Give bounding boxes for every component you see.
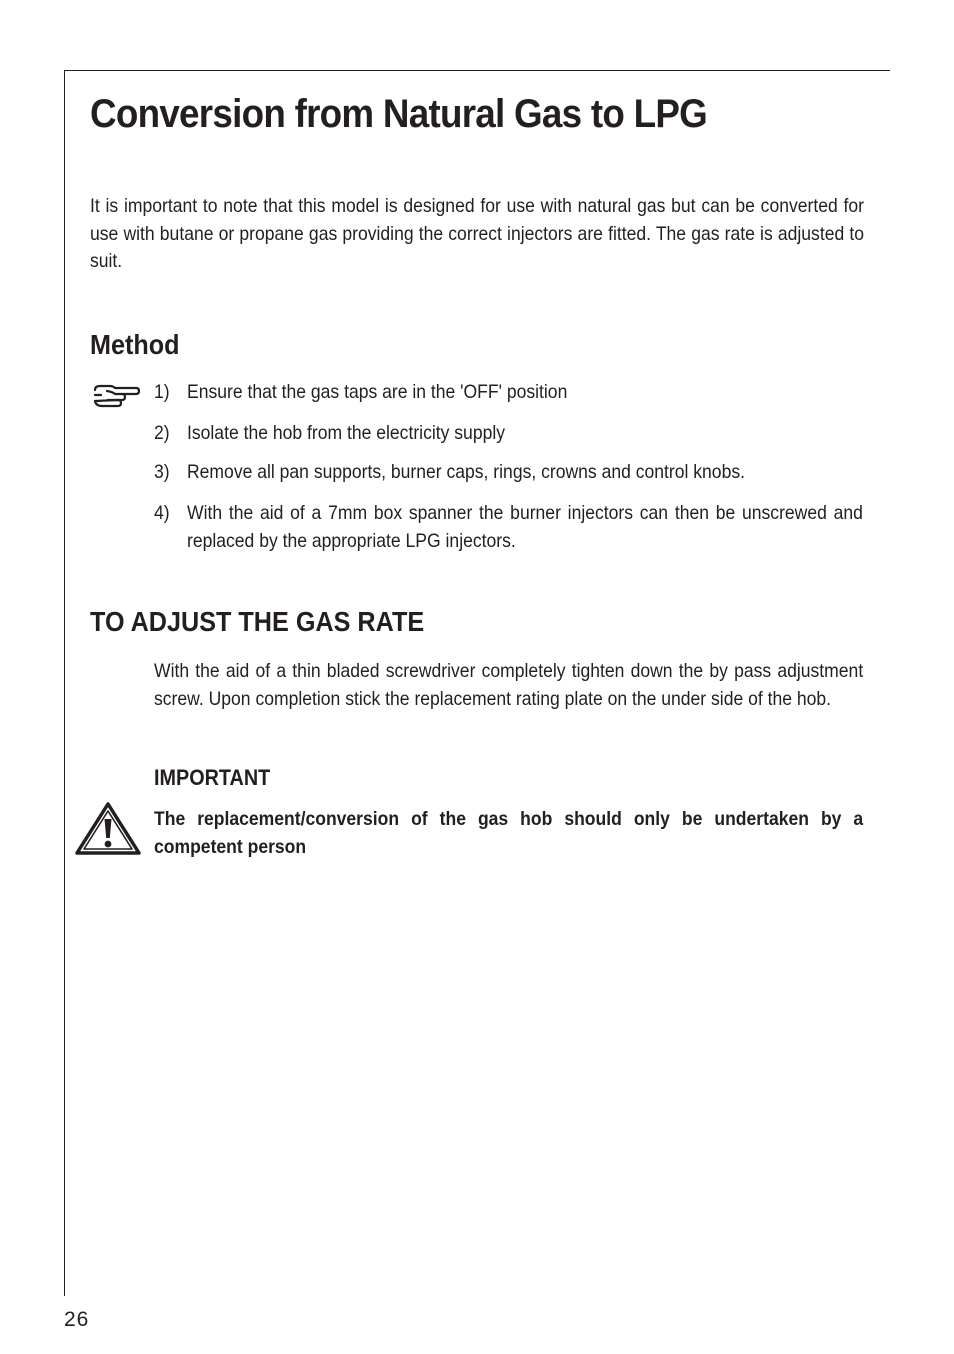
top-rule (64, 70, 890, 71)
intro-paragraph: It is important to note that this model is designed for use with natural gas but can be converted for use with butane or propane gas providing the correct injectors are fitted. The gas rate is adjusted to suit. (90, 195, 864, 272)
step-number: 2) (154, 422, 170, 444)
step-number: 1) (154, 381, 170, 403)
step-number: 4) (154, 502, 170, 524)
warning-triangle-icon (74, 800, 142, 856)
step-text: Ensure that the gas taps are in the 'OFF' position (187, 381, 568, 403)
important-warning-text: The replacement/conversion of the gas hob should only be undertaken by a competent person (154, 808, 864, 858)
step-text: Remove all pan supports, burner caps, rings, crowns and control knobs. (187, 461, 745, 483)
adjust-gas-rate-paragraph: With the aid of a thin bladed screwdriver completely tighten down the by pass adjustment screw. Upon completion stick the replacement rating plate on the under side of the hob. (154, 660, 864, 710)
important-heading: IMPORTANT (154, 765, 271, 790)
page-title: Conversion from Natural Gas to LPG (90, 92, 708, 136)
step-text: Isolate the hob from the electricity supply (187, 422, 506, 444)
adjust-gas-rate-heading: TO ADJUST THE GAS RATE (90, 606, 425, 637)
pointing-hand-icon (92, 383, 140, 409)
method-heading: Method (90, 329, 180, 360)
step-number: 3) (154, 461, 170, 483)
step-text: With the aid of a 7mm box spanner the burner injectors can then be unscrewed and replaced by the appropriate LPG injectors. (187, 502, 863, 552)
left-rule (64, 70, 65, 1296)
page-number: 26 (64, 1308, 90, 1331)
